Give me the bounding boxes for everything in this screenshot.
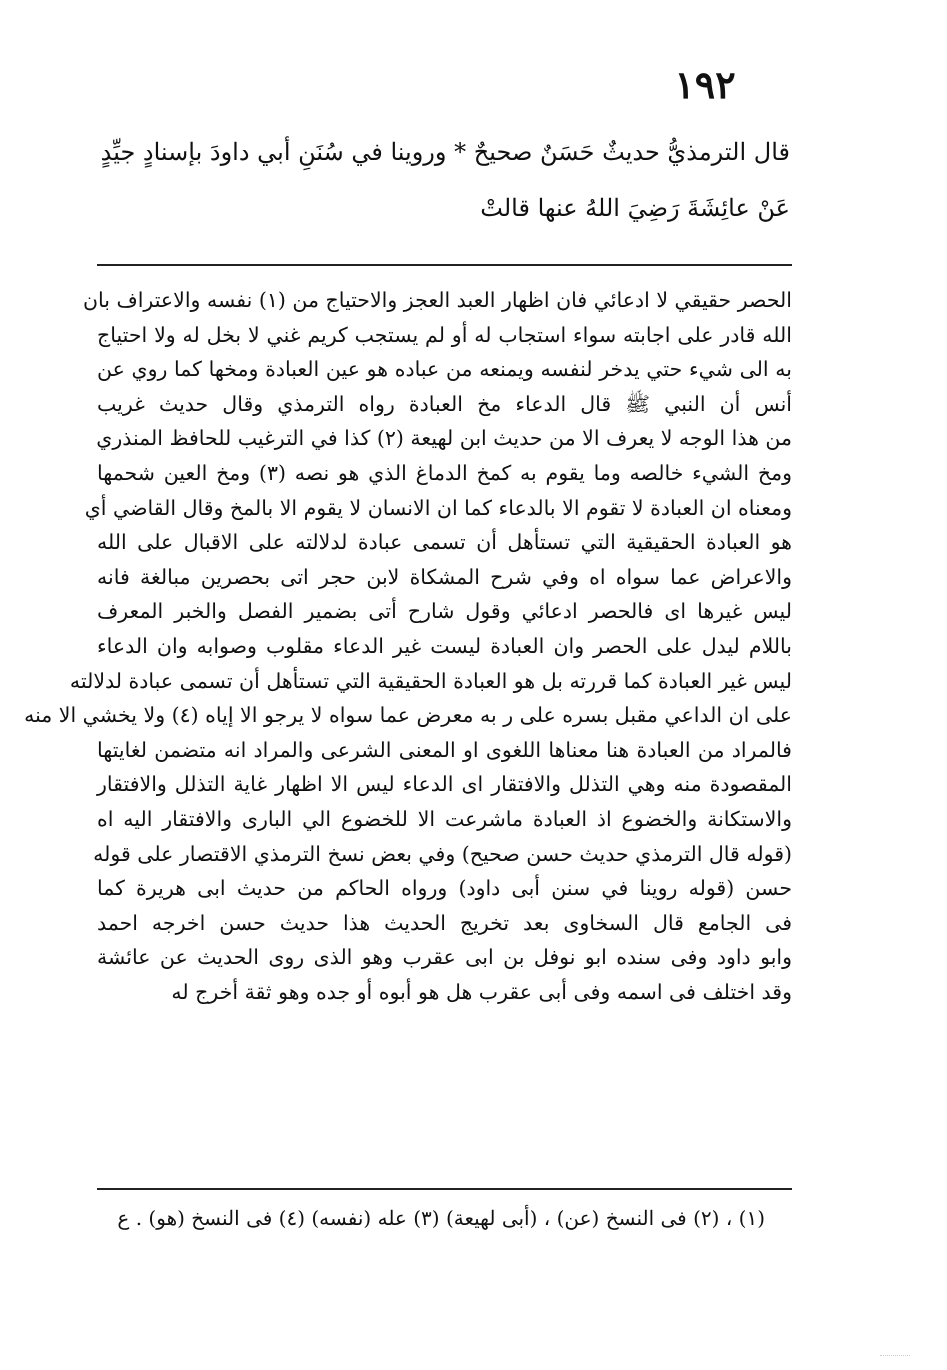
commentary-block [24,283,792,1009]
footnote: (١) ، (٢) فى النسخ (عن) ، (أبى لهيعة) (٣) عله (نفسه) (٤) فى النسخ (هو) . ع [117,1206,765,1230]
commentary-line: على ان الداعي مقبل بسره على ر به معرض عما سواه لا يرجو الا إياه (٤) ولا يخشي الا منه [24,703,792,728]
commentary-line: ومخ الشيء خالصه وما يقوم به كمخ الدماغ الذي هو نصه (٣) ومخ العين شحمها [97,460,792,485]
commentary-line: باللام ليدل على الحصر وان العبادة ليست غير الدعاء مقلوب وصوابه وان الدعاء [97,633,792,658]
commentary-line: والاستكانة والخضوع اذ العبادة ماشرعت الا للخضوع الي البارى والافتقار اليه اه [97,806,792,831]
commentary-line: الله قادر على اجابته سواء استجاب له أو لم يستجب كريم غني لا بخل له ولا احتياج [97,322,792,347]
commentary-line: أنس أن النبي ﷺ قال الدعاء مخ العبادة رواه الترمذي وقال حديث غريب [97,391,792,416]
commentary-line: (قوله قال الترمذي حديث حسن صحيح) وفي بعض نسخ الترمذي الاقتصار على قوله [93,841,792,866]
commentary-line: ليس غيرها اى فالحصر ادعائي وقول شارح أتى بضمير الفصل والخبر المعرف [97,599,792,624]
commentary-line: والاعراض عما سواه اه وفي شرح المشكاة لابن حجر اتى بحصرين مبالغة فانه [97,564,792,589]
commentary-line: فالمراد من العبادة هنا معناها اللغوى او المعنى الشرعى والمراد انه متضمن لغايتها [97,737,792,762]
scan-mark [880,1355,910,1359]
main-text-line: قال الترمذيُّ حديثٌ حَسَنٌ صحيحٌ * وروينا في سُنَنِ أبي داودَ بإسنادٍ جيِّدٍ [100,138,790,166]
main-hadith-text [95,124,790,236]
page-number: ١٩٢ [674,62,736,107]
commentary-line: وابو داود وفى سنده ابو نوفل بن ابى عقرب وهو الذى روى الحديث عن عائشة [97,945,792,970]
commentary-line: الحصر حقيقي لا ادعائي فان اظهار العبد العجز والاحتياج من (١) نفسه والاعتراف بان [82,288,792,312]
commentary-line: المقصودة منه وهي التذلل والافتقار اى الدعاء ليس الا اظهار غاية التذلل والافتقار [97,772,792,797]
commentary-line: به الى شيء حتي يدخر لنفسه ويمنعه من عباده هو عين العبادة ومخها كما روي عن [97,357,792,382]
main-text-line: عَنْ عائِشَةَ رَضِيَ اللهُ عنها قالتْ [480,194,790,222]
commentary-line: من هذا الوجه لا يعرف الا من حديث ابن لهيعة (٢) كذا في الترغيب للحافظ المنذري [96,426,792,451]
footnote-divider [97,1188,792,1190]
commentary-line: فى الجامع قال السخاوى بعد تخريج الحديث هذا حديث حسن اخرجه احمد [97,910,792,935]
top-divider [97,264,792,266]
commentary-line: ليس غير العبادة كما قررته بل هو العبادة الحقيقية التي تستأهل أن تسمى عبادة لدلالته [69,668,792,693]
commentary-line: ومعناه ان العبادة لا تقوم الا بالدعاء كما ان الانسان لا يقوم الا بالمخ وقال القاضي أي [84,495,792,520]
commentary-line: حسن (قوله روينا في سنن أبى داود) ورواه الحاكم من حديث ابى هريرة كما [97,876,792,901]
commentary-line: هو العبادة الحقيقية التي تستأهل أن تسمى عبادة لدلالته على الاقبال على الله [97,530,792,555]
commentary-line: وقد اختلف فى اسمه وفى أبى عقرب هل هو أبوه أو جده وهو ثقة أخرج له [171,979,792,1004]
